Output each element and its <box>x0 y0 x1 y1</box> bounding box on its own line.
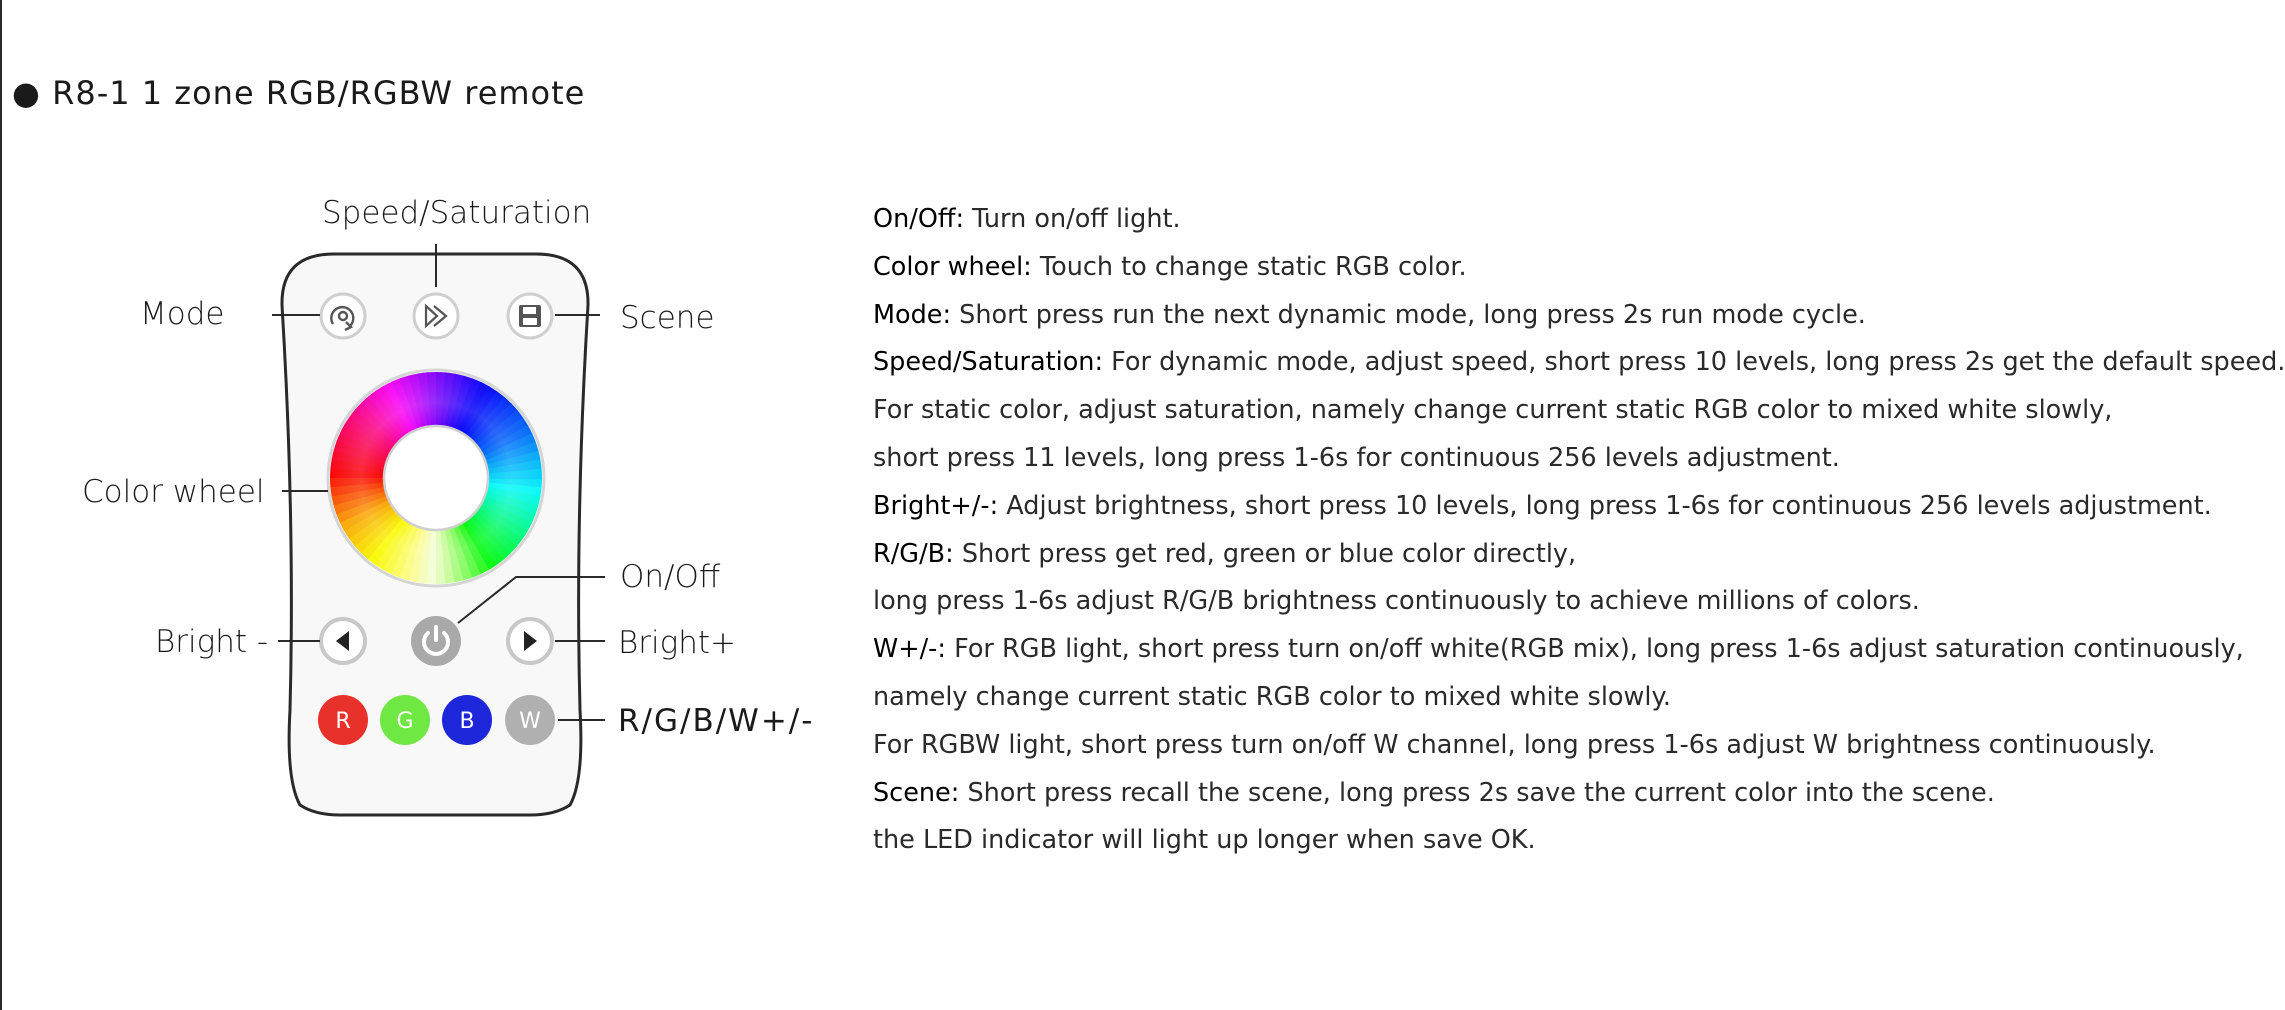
rgbw-label: R/G/B/W+/- <box>618 703 815 739</box>
description-line <box>873 339 2285 387</box>
white-button[interactable] <box>505 695 555 745</box>
description-line <box>873 531 2285 579</box>
red-button[interactable] <box>318 695 368 745</box>
description-text: namely change current static RGB color to mixed white slowly. <box>873 681 1672 712</box>
green-button-label: G <box>396 709 414 734</box>
description-text: For dynamic mode, adjust speed, short press 10 levels, long press 2s get the default speed. <box>1103 347 2285 378</box>
description-text: For RGBW light, short press turn on/off W channel, long press 1-6s adjust W brightness continuously. <box>873 729 2156 760</box>
description-line <box>873 387 2285 435</box>
description-text: For RGB light, short press turn on/off white(RGB mix), long press 1-6s adjust saturation continuously, <box>945 634 2244 665</box>
description-term: R/G/B: <box>873 538 954 569</box>
green-button[interactable] <box>380 695 430 745</box>
description-line <box>873 435 2285 483</box>
color-wheel[interactable] <box>328 370 544 586</box>
bright-plus-button[interactable] <box>508 619 552 663</box>
bright-minus-button[interactable] <box>321 619 365 663</box>
description-text: long press 1-6s adjust R/G/B brightness continuously to achieve millions of colors. <box>873 586 1920 617</box>
page-title: ● R8-1 1 zone RGB/RGBW remote <box>12 74 586 112</box>
on-off-label: On/Off <box>620 559 721 595</box>
description-term: Color wheel: <box>873 251 1032 282</box>
description-term: Scene: <box>873 777 960 808</box>
description-text: Short press run the next dynamic mode, long press 2s run mode cycle. <box>951 299 1866 330</box>
description-line <box>873 292 2285 340</box>
description-text: short press 11 levels, long press 1-6s for continuous 256 levels adjustment. <box>873 442 1840 473</box>
description-list <box>873 196 2285 865</box>
blue-button[interactable] <box>442 695 492 745</box>
description-line <box>873 770 2285 818</box>
bright-plus-label: Bright+ <box>618 625 737 661</box>
description-term: W+/-: <box>873 634 946 665</box>
description-line <box>873 722 2285 770</box>
save-disk-icon <box>519 305 541 327</box>
color-wheel-label: Color wheel <box>82 474 265 510</box>
description-text: For static color, adjust saturation, namely change current static RGB color to mixed white slowly, <box>873 395 2113 426</box>
description-line <box>873 626 2285 674</box>
description-line <box>873 244 2285 292</box>
description-text: Short press get red, green or blue color directly, <box>953 538 1577 569</box>
description-text: Turn on/off light. <box>964 204 1181 234</box>
description-term: Bright+/-: <box>873 490 999 521</box>
red-button-label: R <box>335 709 351 734</box>
description-text: Touch to change static RGB color. <box>1031 251 1467 282</box>
description-term: On/Off: <box>873 204 965 234</box>
description-line <box>873 578 2285 626</box>
remote-diagram <box>0 0 870 1010</box>
mode-label: Mode <box>140 296 225 332</box>
power-button[interactable] <box>411 616 461 666</box>
scene-label: Scene <box>620 300 715 336</box>
speed-saturation-button[interactable] <box>414 294 458 338</box>
description-text: Adjust brightness, short press 10 levels, long press 1-6s for continuous 256 levels adjustment. <box>998 490 2212 521</box>
description-term: Speed/Saturation: <box>873 347 1104 378</box>
description-text: the LED indicator will light up longer when save OK. <box>873 825 1536 856</box>
mode-button[interactable] <box>321 294 365 338</box>
scene-button[interactable] <box>508 294 552 338</box>
description-line <box>873 196 2285 244</box>
description-line <box>873 817 2285 865</box>
description-line <box>873 483 2285 531</box>
speed-saturation-label: Speed/Saturation <box>322 195 592 231</box>
bright-minus-label: Bright - <box>155 624 269 660</box>
blue-button-label: B <box>459 709 475 734</box>
description-term: Mode: <box>873 299 952 330</box>
white-button-label: W <box>519 709 541 734</box>
description-text: Short press recall the scene, long press 2s save the current color into the scene. <box>959 777 1995 808</box>
description-line <box>873 674 2285 722</box>
